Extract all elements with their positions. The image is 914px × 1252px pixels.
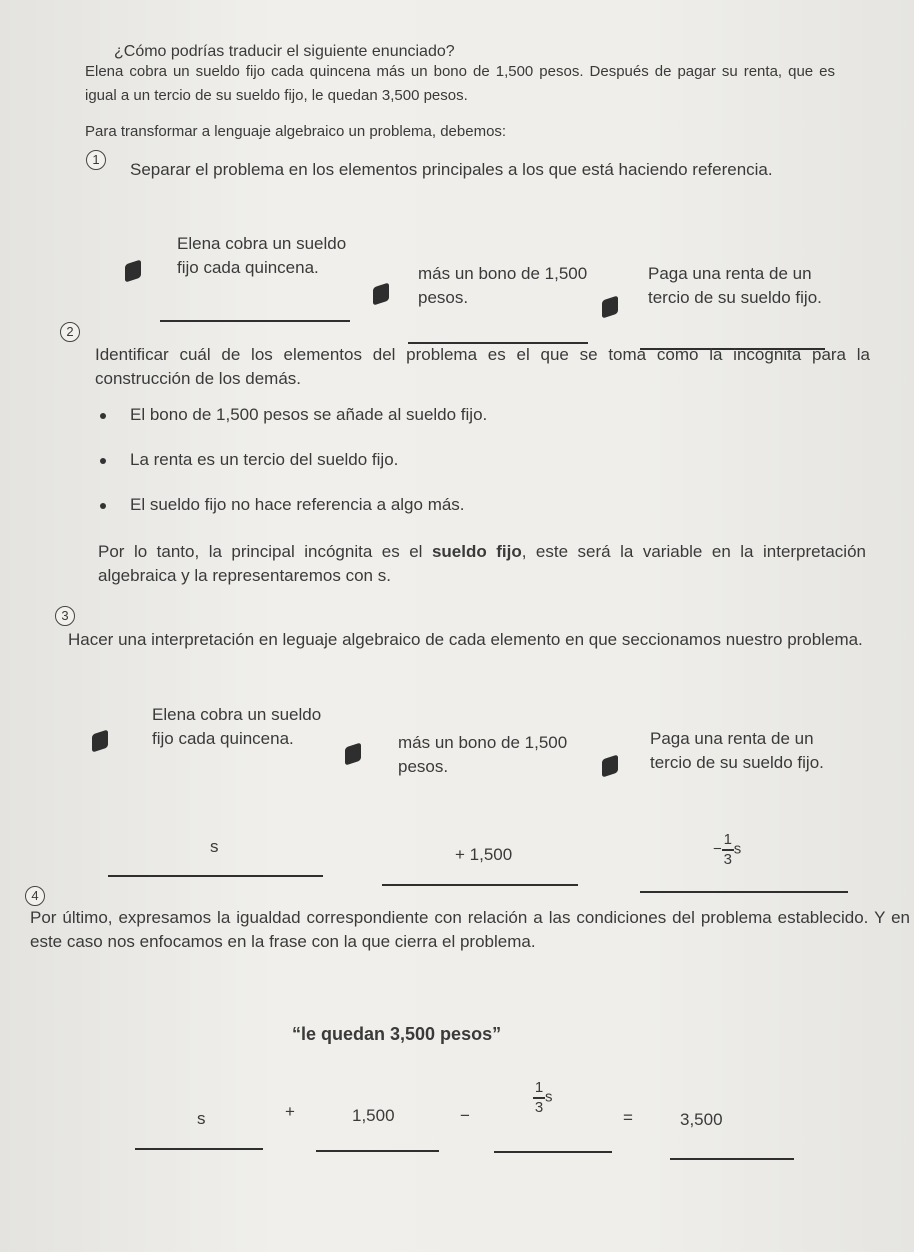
- equation-s: s: [197, 1109, 206, 1128]
- highlight-marker: [373, 282, 389, 305]
- element-3-label: Paga una renta de un tercio de su sueldo fijo.: [648, 264, 822, 307]
- bullet-1: El bono de 1,500 pesos se añade al sueldo fijo.: [130, 405, 488, 424]
- equation-plus: +: [285, 1102, 295, 1121]
- highlight-marker: [345, 742, 361, 765]
- answer-line: [640, 891, 848, 893]
- answer-line: [160, 320, 350, 322]
- bullet-point: [100, 413, 106, 419]
- bullet-point: [100, 503, 106, 509]
- key-phrase: “le quedan 3,500 pesos”: [292, 1024, 502, 1044]
- answer-line: [494, 1151, 612, 1153]
- problem-statement: Elena cobra un sueldo fijo cada quincena más un bono de 1,500 pesos. Después de pagar su renta, que es igual a un tercio de su sueldo fijo, le quedan 3,500 pesos.: [85, 63, 835, 104]
- step-2-text: Identificar cuál de los elementos del problema es el que se toma como la incógnita para la construcción de los demás.: [95, 345, 870, 388]
- equation-result: 3,500: [680, 1110, 723, 1129]
- answer-line: [382, 884, 578, 886]
- bullet-3: El sueldo fijo no hace referencia a algo más.: [130, 495, 465, 514]
- step-2-conclusion: Por lo tanto, la principal incógnita es el sueldo fijo, este será la variable en la interpretación algebraica y la representaremos con s.: [98, 542, 866, 585]
- highlight-marker: [602, 754, 618, 777]
- element-1-label: Elena cobra un sueldo fijo cada quincena.: [152, 705, 322, 748]
- answer-line: [108, 875, 323, 877]
- highlight-marker: [125, 259, 141, 282]
- equation-bono: 1,500: [352, 1106, 395, 1125]
- highlight-marker: [92, 729, 108, 752]
- bullet-2: La renta es un tercio del sueldo fijo.: [130, 450, 399, 469]
- intro-line: Para transformar a lenguaje algebraico un problema, debemos:: [85, 123, 507, 140]
- expression-tercio: $-\frac{1}{3}s$: [713, 831, 742, 868]
- step-1-text: Separar el problema en los elementos principales a los que está haciendo referencia.: [130, 160, 773, 179]
- equation-minus: −: [460, 1106, 470, 1125]
- element-1-label: Elena cobra un sueldo fijo cada quincena.: [177, 234, 347, 277]
- answer-line: [135, 1148, 263, 1150]
- step-4-text: Por último, expresamos la igualdad correspondiente con relación a las condiciones del problema establecido. Y en este caso nos enfocamos en la frase con la que cierra el problema.: [30, 908, 910, 951]
- step-3-text: Hacer una interpretación en leguaje algebraico de cada elemento en que seccionamos nuestro problema.: [68, 630, 863, 649]
- expression-s: s: [210, 837, 219, 856]
- expression-bono: + 1,500: [455, 845, 513, 864]
- highlight-marker: [602, 295, 618, 318]
- step-3-number: 3: [55, 606, 75, 626]
- question-title: ¿Cómo podrías traducir el siguiente enunciado?: [114, 43, 455, 60]
- element-3-label: Paga una renta de un tercio de su sueldo fijo.: [650, 729, 824, 772]
- answer-line: [670, 1158, 794, 1160]
- answer-line: [316, 1150, 439, 1152]
- element-2-label: más un bono de 1,500 pesos.: [418, 264, 588, 307]
- step-2-number: 2: [60, 322, 80, 342]
- step-1-number: 1: [86, 150, 106, 170]
- step-4-number: 4: [25, 886, 45, 906]
- equation-tercio: $\frac{1}{3}s$: [534, 1079, 553, 1116]
- bullet-point: [100, 458, 106, 464]
- equation-equals: =: [623, 1108, 633, 1127]
- element-2-label: más un bono de 1,500 pesos.: [398, 733, 568, 776]
